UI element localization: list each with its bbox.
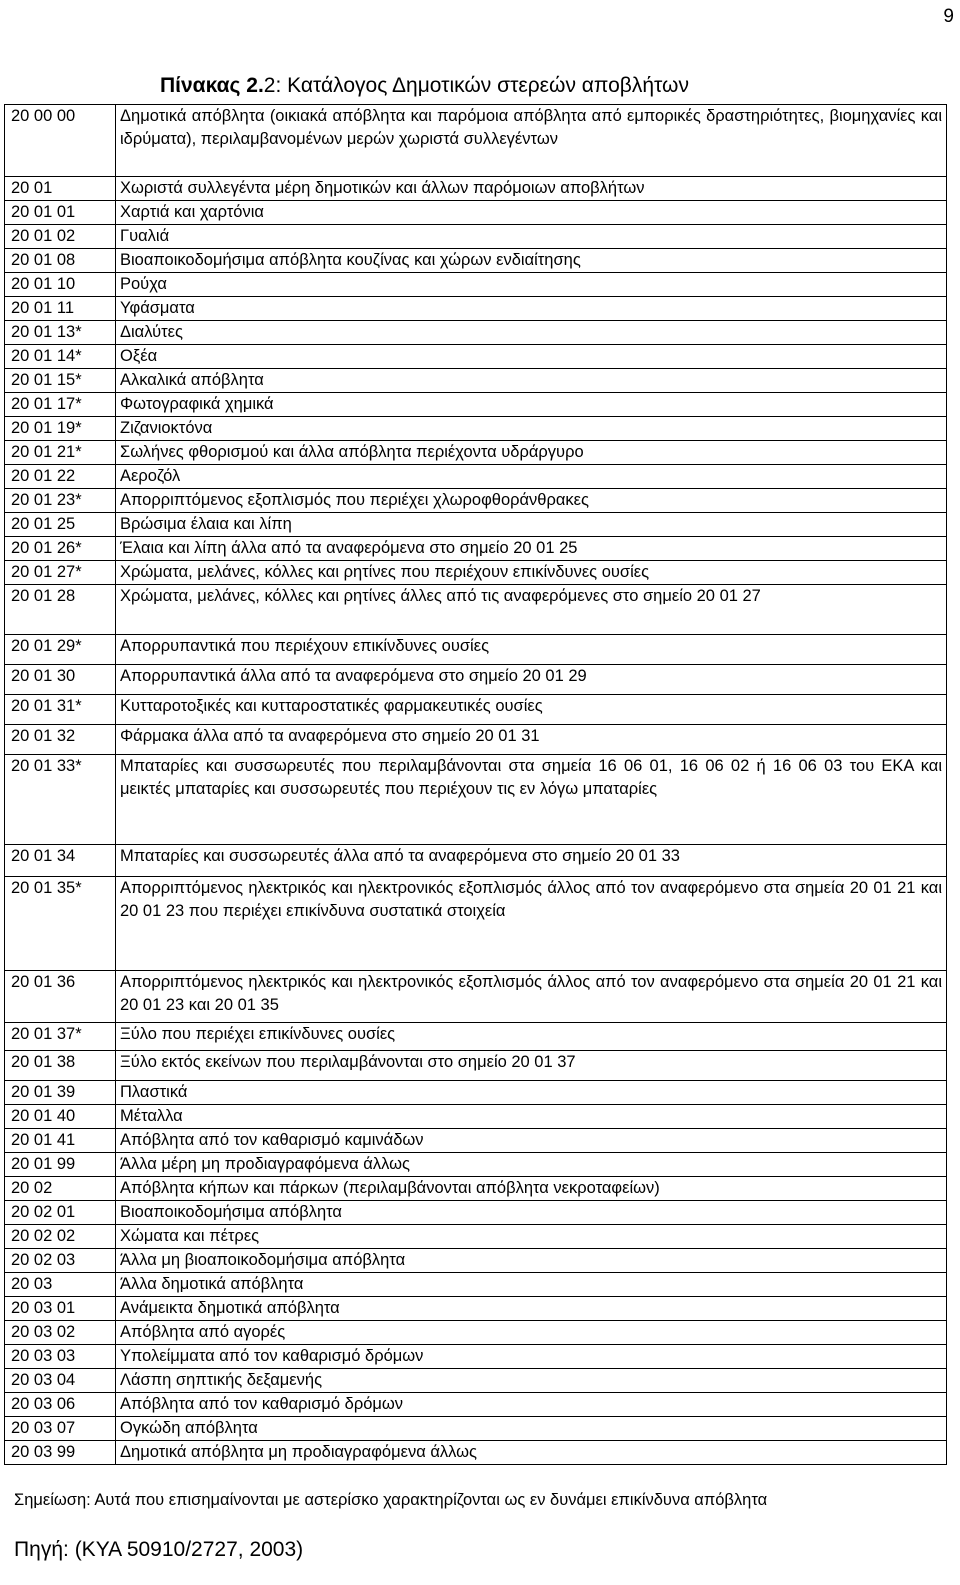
waste-description-cell: Μπαταρίες και συσσωρευτές που περιλαμβάνονται στα σημεία 16 06 01, 16 06 02 ή 16 06 03 του ΕΚΑ και μεικτές μπαταρίες και συσσωρευτές που περιέχουν τις εν λόγω μπαταρίες [116,755,947,845]
waste-code-cell: 20 03 07 [5,1417,116,1441]
table-row [5,105,947,177]
waste-description-cell: Απορριπτόμενος ηλεκτρικός και ηλεκτρονικός εξοπλισμός άλλος από τον αναφερόμενο στα σημεία 20 01 21 και 20 01 23 που περιέχει επικίνδυνα συστατικά στοιχεία [116,877,947,971]
waste-code-cell: 20 01 [5,177,116,201]
waste-code-cell: 20 01 23* [5,489,116,513]
table-caption-text: 2: Κατάλογος Δημοτικών στερεών αποβλήτων [263,74,689,97]
table-row [5,725,947,755]
waste-description-cell: Ξύλο εκτός εκείνων που περιλαμβάνονται στο σημείο 20 01 37 [116,1051,947,1081]
waste-description-cell: Λάσπη σηπτικής δεξαμενής [116,1369,947,1393]
table-row [5,369,947,393]
table-row [5,877,947,971]
waste-description-cell: Βρώσιμα έλαια και λίπη [116,513,947,537]
table-row [5,971,947,1023]
waste-description-cell: Ξύλο που περιέχει επικίνδυνες ουσίες [116,1023,947,1051]
waste-code-cell: 20 01 35* [5,877,116,971]
waste-code-cell: 20 01 19* [5,417,116,441]
waste-code-cell: 20 03 03 [5,1345,116,1369]
table-row [5,1321,947,1345]
table-row [5,665,947,695]
waste-code-cell: 20 00 00 [5,105,116,177]
table-row [5,1129,947,1153]
waste-code-cell: 20 01 31* [5,695,116,725]
waste-description-cell: Φάρμακα άλλα από τα αναφερόμενα στο σημείο 20 01 31 [116,725,947,755]
waste-description-cell: Μέταλλα [116,1105,947,1129]
waste-code-cell: 20 01 21* [5,441,116,465]
waste-description-cell: Αλκαλικά απόβλητα [116,369,947,393]
waste-description-cell: Χαρτιά και χαρτόνια [116,201,947,225]
waste-code-cell: 20 01 15* [5,369,116,393]
table-row [5,1153,947,1177]
waste-description-cell: Χρώματα, μελάνες, κόλλες και ρητίνες άλλες από τις αναφερόμενες στο σημείο 20 01 27 [116,585,947,635]
table-row [5,1051,947,1081]
table-row [5,513,947,537]
waste-description-cell: Απόβλητα από αγορές [116,1321,947,1345]
waste-description-cell: Υπολείμματα από τον καθαρισμό δρόμων [116,1345,947,1369]
waste-code-cell: 20 02 03 [5,1249,116,1273]
waste-code-cell: 20 01 26* [5,537,116,561]
waste-description-cell: Απόβλητα από τον καθαρισμό δρόμων [116,1393,947,1417]
waste-code-cell: 20 02 [5,1177,116,1201]
waste-code-cell: 20 01 34 [5,845,116,877]
table-row [5,297,947,321]
waste-description-cell: Απόβλητα από τον καθαρισμό καμινάδων [116,1129,947,1153]
waste-code-cell: 20 01 10 [5,273,116,297]
waste-description-cell: Άλλα μέρη μη προδιαγραφόμενα άλλως [116,1153,947,1177]
waste-description-cell: Γυαλιά [116,225,947,249]
table-row [5,755,947,845]
table-row [5,1393,947,1417]
waste-code-cell: 20 01 29* [5,635,116,665]
table-row [5,177,947,201]
table-row [5,1273,947,1297]
waste-code-cell: 20 01 08 [5,249,116,273]
table-row [5,561,947,585]
waste-description-cell: Βιοαποικοδομήσιμα απόβλητα κουζίνας και χώρων ενδιαίτησης [116,249,947,273]
waste-description-cell: Πλαστικά [116,1081,947,1105]
waste-description-cell: Απορρυπαντικά άλλα από τα αναφερόμενα στο σημείο 20 01 29 [116,665,947,695]
table-row [5,1441,947,1465]
waste-description-cell: Χρώματα, μελάνες, κόλλες και ρητίνες που περιέχουν επικίνδυνες ουσίες [116,561,947,585]
waste-description-cell: Οξέα [116,345,947,369]
table-caption-label: Πίνακας 2. [160,74,264,97]
waste-code-cell: 20 01 01 [5,201,116,225]
waste-code-cell: 20 01 22 [5,465,116,489]
table-row [5,273,947,297]
waste-code-cell: 20 01 39 [5,1081,116,1105]
table-caption [160,74,689,98]
waste-description-cell: Άλλα δημοτικά απόβλητα [116,1273,947,1297]
waste-description-cell: Διαλύτες [116,321,947,345]
table-row [5,249,947,273]
table-row [5,321,947,345]
waste-code-cell: 20 03 99 [5,1441,116,1465]
source-citation: Πηγή: (ΚΥΑ 50910/2727, 2003) [14,1538,304,1561]
waste-code-cell: 20 01 41 [5,1129,116,1153]
waste-description-cell: Ανάμεικτα δημοτικά απόβλητα [116,1297,947,1321]
waste-description-cell: Έλαια και λίπη άλλα από τα αναφερόμενα στο σημείο 20 01 25 [116,537,947,561]
waste-code-cell: 20 01 38 [5,1051,116,1081]
table-row [5,1201,947,1225]
table-row [5,201,947,225]
waste-code-cell: 20 01 32 [5,725,116,755]
table-row [5,585,947,635]
waste-code-cell: 20 01 27* [5,561,116,585]
table-row [5,225,947,249]
waste-description-cell: Υφάσματα [116,297,947,321]
waste-description-cell: Ογκώδη απόβλητα [116,1417,947,1441]
waste-code-cell: 20 03 02 [5,1321,116,1345]
table-row [5,345,947,369]
table-row [5,537,947,561]
waste-description-cell: Απορρυπαντικά που περιέχουν επικίνδυνες ουσίες [116,635,947,665]
waste-code-cell: 20 01 36 [5,971,116,1023]
waste-code-cell: 20 01 11 [5,297,116,321]
waste-description-cell: Κυτταροτοξικές και κυτταροστατικές φαρμακευτικές ουσίες [116,695,947,725]
waste-code-cell: 20 01 17* [5,393,116,417]
waste-code-cell: 20 01 30 [5,665,116,695]
table-row [5,1105,947,1129]
waste-description-cell: Ζιζανιοκτόνα [116,417,947,441]
waste-code-cell: 20 01 02 [5,225,116,249]
table-row [5,417,947,441]
table-row [5,1249,947,1273]
waste-description-cell: Μπαταρίες και συσσωρευτές άλλα από τα αναφερόμενα στο σημείο 20 01 33 [116,845,947,877]
waste-description-cell: Βιοαποικοδομήσιμα απόβλητα [116,1201,947,1225]
waste-description-cell: Απόβλητα κήπων και πάρκων (περιλαμβάνονται απόβλητα νεκροταφείων) [116,1177,947,1201]
table-row [5,489,947,513]
table-row [5,1345,947,1369]
waste-description-cell: Σωλήνες φθορισμού και άλλα απόβλητα περιέχοντα υδράργυρο [116,441,947,465]
waste-description-cell: Χώματα και πέτρες [116,1225,947,1249]
footnote: Σημείωση: Αυτά που επισημαίνονται με αστερίσκο χαρακτηρίζονται ως εν δυνάμει επικίνδυνα απόβλητα [14,1491,768,1509]
waste-code-cell: 20 03 [5,1273,116,1297]
waste-description-cell: Χωριστά συλλεγέντα μέρη δημοτικών και άλλων παρόμοιων αποβλήτων [116,177,947,201]
waste-code-cell: 20 01 25 [5,513,116,537]
waste-description-cell: Φωτογραφικά χημικά [116,393,947,417]
waste-code-cell: 20 02 01 [5,1201,116,1225]
waste-description-cell: Άλλα μη βιοαποικοδομήσιμα απόβλητα [116,1249,947,1273]
table-row [5,845,947,877]
waste-code-table [4,104,947,1465]
table-row [5,1081,947,1105]
waste-code-cell: 20 03 01 [5,1297,116,1321]
table-row [5,393,947,417]
waste-code-cell: 20 01 13* [5,321,116,345]
table-row [5,465,947,489]
waste-code-cell: 20 03 04 [5,1369,116,1393]
table-row [5,441,947,465]
waste-description-cell: Δημοτικά απόβλητα (οικιακά απόβλητα και παρόμοια απόβλητα από εμπορικές δραστηριότητες, βιομηχανίες και ιδρύματα), περιλαμβανομένων μερών χωριστά συλλεγέντων [116,105,947,177]
waste-code-cell: 20 01 99 [5,1153,116,1177]
waste-description-cell: Δημοτικά απόβλητα μη προδιαγραφόμενα άλλως [116,1441,947,1465]
waste-code-cell: 20 03 06 [5,1393,116,1417]
waste-code-cell: 20 01 28 [5,585,116,635]
table-row [5,1023,947,1051]
waste-code-cell: 20 02 02 [5,1225,116,1249]
waste-code-cell: 20 01 40 [5,1105,116,1129]
table-row [5,1369,947,1393]
table-row [5,1417,947,1441]
waste-code-table-body [5,105,947,1465]
waste-code-cell: 20 01 33* [5,755,116,845]
page-number: 9 [943,6,954,27]
table-row [5,695,947,725]
table-row [5,1225,947,1249]
waste-description-cell: Απορριπτόμενος εξοπλισμός που περιέχει χλωροφθοράνθρακες [116,489,947,513]
waste-code-cell: 20 01 37* [5,1023,116,1051]
table-row [5,1297,947,1321]
waste-description-cell: Απορριπτόμενος ηλεκτρικός και ηλεκτρονικός εξοπλισμός άλλος από τον αναφερόμενο στα σημεία 20 01 21 και 20 01 23 και 20 01 35 [116,971,947,1023]
table-row [5,1177,947,1201]
waste-description-cell: Ρούχα [116,273,947,297]
waste-code-cell: 20 01 14* [5,345,116,369]
table-row [5,635,947,665]
waste-description-cell: Αεροζόλ [116,465,947,489]
